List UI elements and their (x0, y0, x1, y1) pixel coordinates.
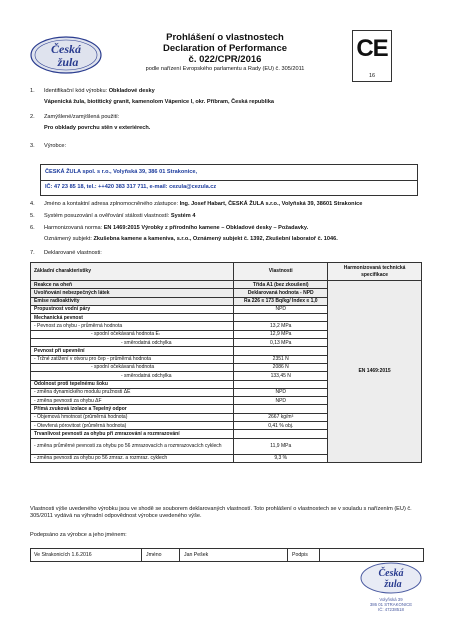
table-header-characteristics: Základní charakteristiky (31, 263, 234, 281)
row-value: 2086 N (234, 363, 328, 371)
signature-divider-2 (179, 549, 180, 561)
table-header-row (31, 263, 422, 281)
row-label: - spodní očekávaná hodnota Eₗ (31, 330, 234, 338)
row-label: - změna pevnosti za ohybu po 56 zmraz. a rozmraz. cyklech (31, 454, 234, 462)
section-2-label: Zamýšlené/zamýšlená použití: (44, 114, 120, 120)
row-label: - směrodatná odchylka (31, 339, 234, 347)
section-1 (30, 88, 155, 95)
section-1-value: Obkladové desky (108, 88, 155, 94)
stamp-line-1: Volyňská 39 (379, 597, 403, 602)
row-value (234, 430, 328, 438)
row-value: NPD (234, 388, 328, 396)
stamp-line-2: 386 01 STRAKONICE (369, 602, 413, 607)
notified-body-value: Zkušebna kamene a kameniva, s.r.o., Oznámený subjekt č. 1392, Zkušební laboratoř č. 1046. (93, 236, 338, 242)
table-row (31, 281, 422, 289)
row-value: Třída A1 (bez zkoušení) (234, 281, 328, 289)
row-label: Reakce na oheň (31, 281, 234, 289)
row-label: - Otevřená pórovitost (průměrná hodnota) (31, 422, 234, 430)
row-value: NPD (234, 397, 328, 405)
table-header-specification: Harmonizovaná technická specifikace (328, 263, 422, 281)
logo-text-top: Česká (51, 42, 81, 56)
row-value (234, 314, 328, 322)
stamp-text-bottom: žula (384, 579, 402, 590)
row-label: - spodní očekávaná hodnota (31, 363, 234, 371)
row-label: - směrodatná odchylka (31, 372, 234, 380)
section-5 (30, 213, 195, 220)
section-5-label: Systém posuzování a ověřování stálosti vlastností: (44, 213, 171, 219)
row-label: - Pevnost za ohybu - průměrná hodnota (31, 322, 234, 330)
row-label: - změna průměrné pevnosti za ohybu po 56 zmrazovacích a rozmrazovacích cyklech (31, 438, 234, 454)
section-6-notified (44, 236, 338, 243)
conformity-statement: Vlastnosti výše uvedeného výrobku jsou ve shodě se souborem deklarovaných vlastností. Toto prohlášení o vlastnostech se v souladu s nařízením (EU) č. 305/2011 vydává na výhradní odpovědnost výrobce uvedeného výše. (30, 506, 412, 519)
row-value: 0,13 MPa (234, 339, 328, 347)
section-3-number: 3. (30, 143, 35, 149)
section-6 (30, 225, 308, 232)
signature-divider-1 (141, 549, 142, 561)
section-5-value: Systém 4 (170, 213, 196, 219)
signature-divider-4 (319, 549, 320, 561)
title-line-2: Declaration of Performance (162, 43, 288, 54)
section-3 (30, 143, 66, 150)
title-subtitle: podle nařízení Evropského parlamentu a Rady (EU) č. 305/2011 (145, 66, 305, 72)
manufacturer-box (40, 164, 418, 196)
row-label: - změna pevnosti za ohybu ΔF (31, 397, 234, 405)
row-value: Deklarovaná hodnota - NPD (234, 289, 328, 297)
manufacturer-box-divider (41, 180, 417, 181)
row-label: Emise radioaktivity (31, 297, 234, 305)
row-label: - Tržné zatížení v otvoru pro čep - průměrná hodnota (31, 355, 234, 363)
row-value: 12,9 MPa (234, 330, 328, 338)
section-3-label: Výrobce: (44, 143, 67, 149)
company-stamp (355, 560, 427, 620)
section-6-value: EN 1469:2015 Výrobky z přírodního kamene – Obkladové desky – Požadavky. (103, 225, 309, 231)
name-value: Jan Pešek (184, 552, 209, 558)
stamp-line-3: IČ: 47238518 (378, 607, 404, 612)
manufacturer-line-1: ČESKÁ ŽULA spol. s r.o., Volyňská 39, 386 01 Strakonice, (45, 169, 198, 175)
section-6-number: 6. (30, 225, 35, 231)
specification-value: EN 1469:2015 (328, 281, 422, 463)
declared-properties-table (30, 262, 422, 463)
row-label: Trvanlivost pevnosti za ohybu při zmrazování a rozmrazování (31, 430, 234, 438)
row-value (234, 380, 328, 388)
row-label: - Objemová hmotnost (průměrná hodnota) (31, 413, 234, 421)
row-value (234, 347, 328, 355)
section-4 (30, 201, 362, 208)
row-value: 2351 N (234, 355, 328, 363)
signature-divider-3 (287, 549, 288, 561)
row-label: Přímá zvuková izolace a Tepelný odpor (31, 405, 234, 413)
row-value: 9,3 % (234, 454, 328, 462)
section-1-label: Identifikační kód výrobku: (44, 88, 109, 94)
row-value (234, 405, 328, 413)
signature-label: Podpis (292, 552, 308, 558)
row-value: 11,9 MPa (234, 438, 328, 454)
section-6-label: Harmonizovaná norma: (44, 225, 104, 231)
section-5-number: 5. (30, 213, 35, 219)
row-value: 0,41 % obj. (234, 422, 328, 430)
row-label: Propustnost vodní páry (31, 305, 234, 313)
section-2-number: 2. (30, 114, 35, 120)
row-value: 133,45 N (234, 372, 328, 380)
section-4-label: Jméno a kontaktní adresa zplnomocněného zástupce: (44, 201, 180, 207)
section-2-value: Pro obklady povrchu stěn v exteriérech. (44, 125, 151, 131)
table-header-properties: Vlastnosti (234, 263, 328, 281)
ce-mark-icon: CE (356, 35, 388, 62)
section-1-number: 1. (30, 88, 35, 94)
title-line-3: č. 022/CPR/2016 (188, 54, 262, 65)
section-4-value: Ing. Josef Habart, ČESKÁ ŽULA s.r.o., Volyňská 39, 38601 Strakonice (179, 201, 363, 207)
row-label: - změna dynamického modulu pružnosti ΔE (31, 388, 234, 396)
place-date: Ve Strakonicích 1.6.2016 (34, 552, 92, 558)
signed-for-label: Podepsáno za výrobce a jeho jménem: (30, 532, 127, 538)
company-logo (30, 36, 102, 74)
manufacturer-line-2: IČ: 47 23 85 18, tel.: ++420 383 317 711, e-mail: cezula@cezula.cz (45, 184, 217, 190)
ce-mark-box (352, 30, 392, 82)
name-label: Jméno (146, 552, 162, 558)
row-label: Pevnost při upevnění (31, 347, 234, 355)
section-2 (30, 114, 119, 121)
row-label: Odolnost proti tepelnému šoku (31, 380, 234, 388)
logo-text-bottom: žula (57, 55, 79, 69)
document-title-block (110, 32, 340, 73)
row-value: Ra 226 ≤ 173 Bq/kg/ Index ≤ 1,0 (234, 297, 328, 305)
section-7-label: Deklarované vlastnosti: (44, 250, 102, 256)
section-1-detail: Vápenická žula, biotitický granit, kamenolom Vápenice I, okr. Příbram, Česká republika (44, 99, 275, 105)
stamp-text-top: Česká (378, 568, 404, 579)
row-value: 2667 kg/m³ (234, 413, 328, 421)
row-value: NPD (234, 305, 328, 313)
row-label: Mechanická pevnost (31, 314, 234, 322)
notified-body-label: Oznámený subjekt: (44, 236, 94, 242)
section-7 (30, 250, 102, 257)
ce-number: 16 (368, 73, 376, 79)
section-4-number: 4. (30, 201, 35, 207)
row-value: 13,2 MPa (234, 322, 328, 330)
row-label: Uvolňování nebezpečných látek (31, 289, 234, 297)
section-7-number: 7. (30, 250, 35, 256)
title-line-1: Prohlášení o vlastnostech (166, 32, 284, 43)
